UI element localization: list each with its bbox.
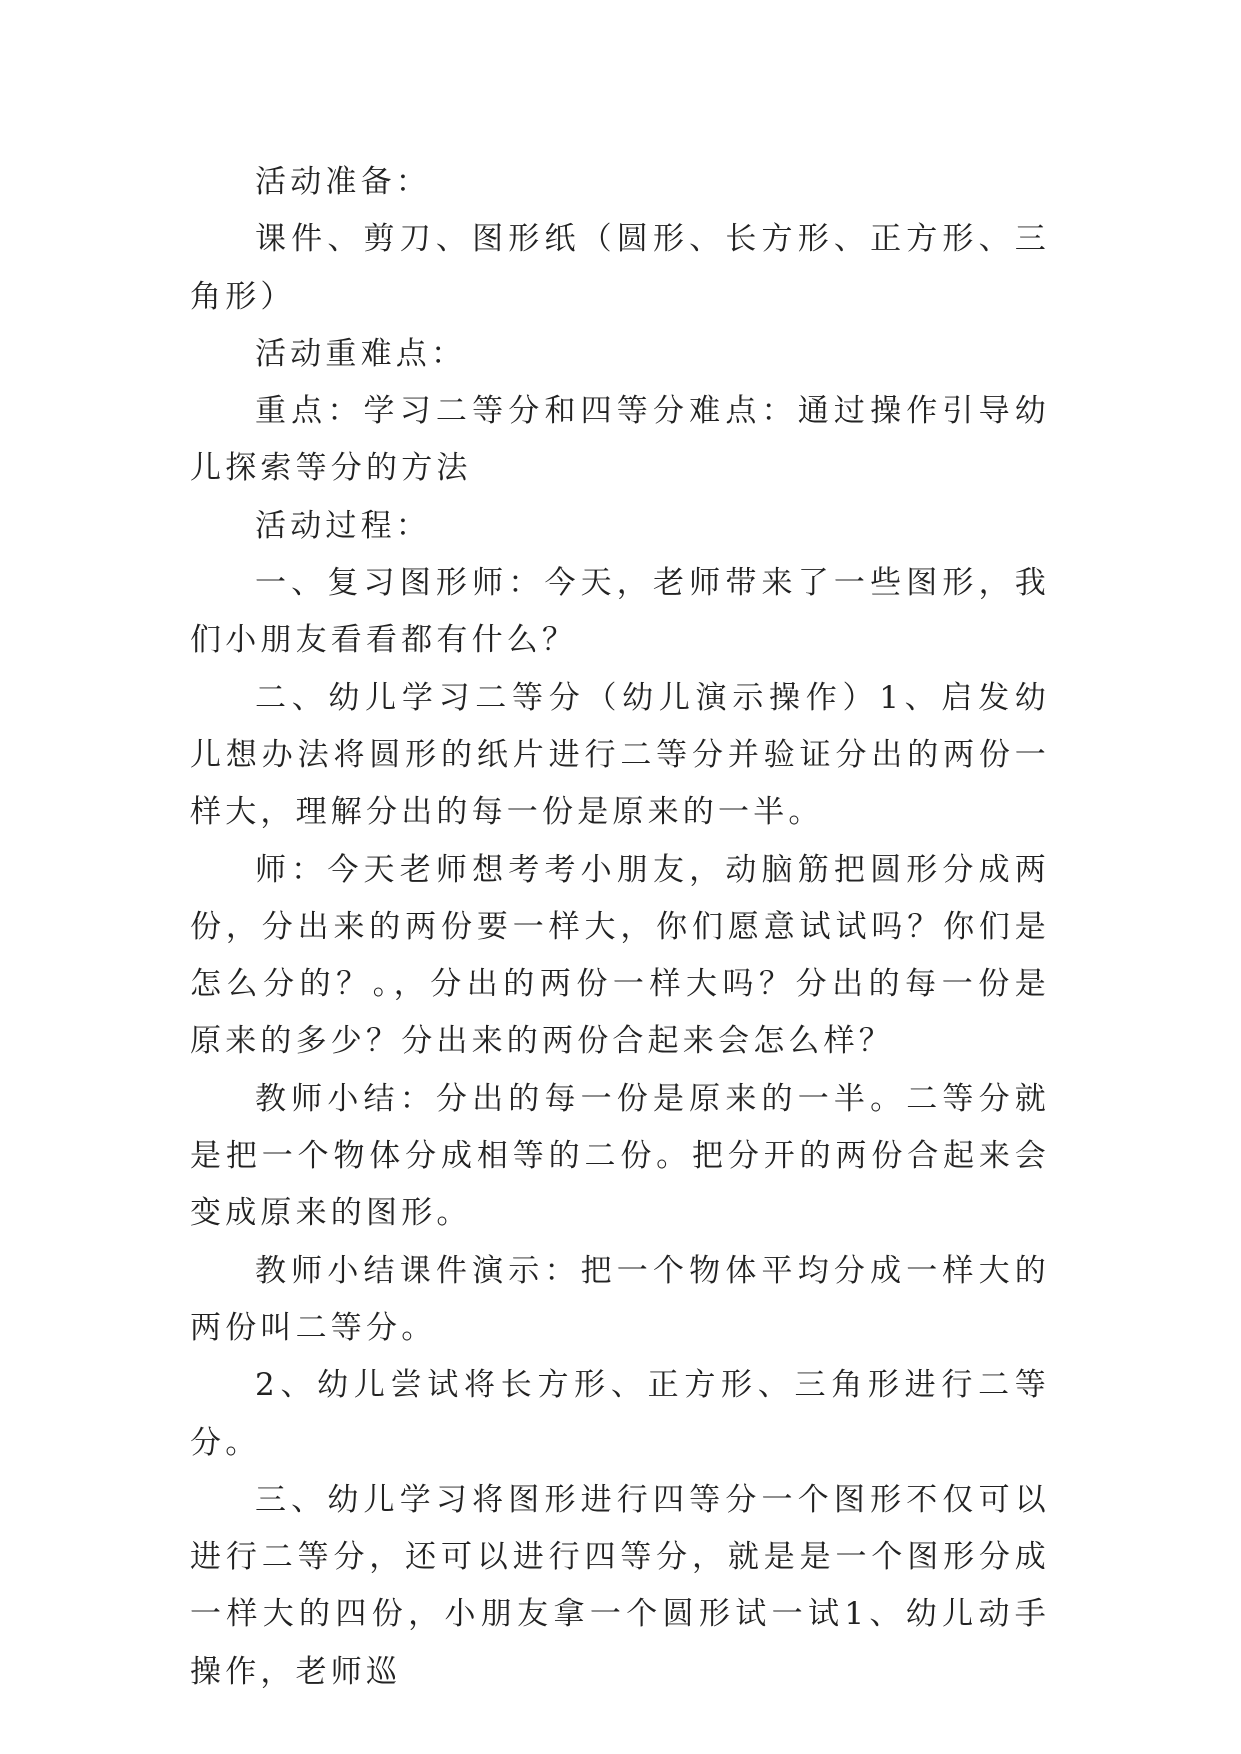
paragraph-step-one: 一、复习图形师：今天，老师带来了一些图形，我们小朋友看看都有什么？ <box>190 565 1050 659</box>
paragraph-process-heading: 活动过程： <box>255 507 431 544</box>
paragraph-step-two: 二、幼儿学习二等分（幼儿演示操作）1、启发幼儿想办法将圆形的纸片进行二等分并验证分出的两份一样大，理解分出的每一份是原来的一半。 <box>190 679 1050 831</box>
paragraph-step-three: 三、幼儿学习将图形进行四等分一个图形不仅可以进行二等分，还可以进行四等分，就是是一个图形分成一样大的四份，小朋友拿一个圆形试一试1、幼儿动手操作，老师巡 <box>190 1481 1050 1690</box>
paragraph-key-points-heading: 活动重难点： <box>255 335 467 372</box>
paragraph-prep-heading: 活动准备： <box>255 164 431 200</box>
paragraph-prep-materials: 课件、剪刀、图形纸（圆形、长方形、正方形、三角形） <box>190 221 1050 315</box>
paragraph-teacher-summary: 教师小结：分出的每一份是原来的一半。二等分就是把一个物体分成相等的二份。把分开的两份合起来会变成原来的图形。 <box>190 1080 1050 1232</box>
paragraph-courseware-summary: 教师小结课件演示：把一个物体平均分成一样大的两份叫二等分。 <box>190 1252 1050 1346</box>
document-body <box>190 154 1050 1701</box>
paragraph-child-attempt: 2、幼儿尝试将长方形、正方形、三角形进行二等分。 <box>190 1367 1050 1461</box>
paragraph-key-points: 重点：学习二等分和四等分难点：通过操作引导幼儿探索等分的方法 <box>190 393 1050 487</box>
paragraph-teacher-dialogue: 师：今天老师想考考小朋友，动脑筋把圆形分成两份，分出来的两份要一样大，你们愿意试试吗？你们是怎么分的？。，分出的两份一样大吗？分出的每一份是原来的多少？分出来的两份合起来会怎么样？ <box>190 851 1050 1060</box>
